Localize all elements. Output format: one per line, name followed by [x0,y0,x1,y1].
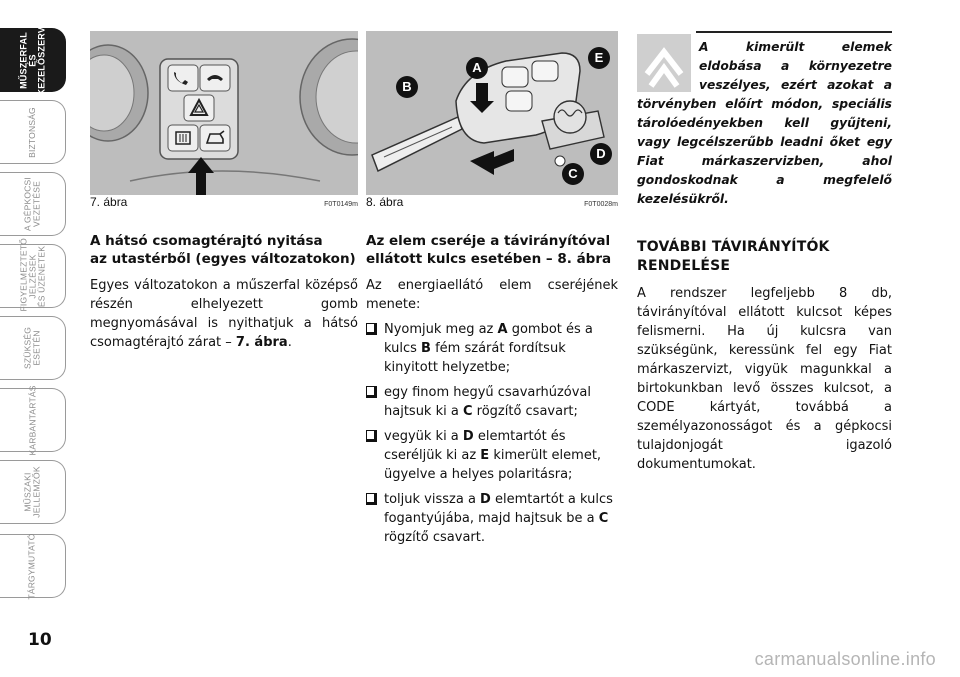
heading-line: RENDELÉSE [637,258,731,274]
figure-7-dashboard-buttons [90,31,358,195]
tailgate-icon [204,129,226,147]
figure-8-key-battery [366,31,618,195]
tab-label: MŰSZAKI JELLEMZŐK [22,466,42,518]
body-paragraph: A rendszer legfeljebb 8 db, távirányítóval ellátott kulcsot képes felismerni. Ha új kulcsra van szükségünk, keressünk fel egy Fiat márkaszervizt, vigyük magunkkal a birtokunkban levő összes kulcsot, a CODE kártyát, továbbá a személyazonosságot és a gépkocsi tulajdonjogát igazoló dokumentumokat. [637,286,892,472]
telephone-hangup-icon [204,69,226,87]
section-heading [637,238,892,276]
figure-caption-label: 7. ábra [90,195,128,209]
tab-label: SZÜKSÉG ESETÉN [22,326,42,370]
tab-label: FIGYELMEZTETŐ JELZÉSEK ÉS ÜZENETEK [18,237,46,311]
callout-d: D [590,143,612,165]
column-battery-replacement [366,232,618,547]
checkbox-bullet-icon [366,430,377,442]
heading-line: TOVÁBBI TÁVIRÁNYÍTÓK [637,239,830,255]
tab-biztonsag[interactable] [0,100,66,164]
section-heading [366,232,618,268]
tab-muszaki-jellemzok[interactable] [0,460,66,524]
step-item: egy finom hegyű csavarhúzóval hajtsuk ki a C rögzítő csavart; [366,383,618,421]
hazard-triangle-icon [189,98,209,118]
callout-c: C [562,163,584,185]
step-item: toljuk vissza a D elemtartót a kulcs fogantyújába, majd hajtsuk be a C rögzítő csavart. [366,490,618,547]
heading-line: Az elem cseréje a távirányítóval [366,233,611,249]
figure-code: F0T0149m [324,201,358,208]
column-additional-remotes [637,238,892,474]
checkbox-bullet-icon [366,386,377,398]
figure-caption-label: 8. ábra [366,195,404,209]
watermark: carmanualsonline.info [754,649,936,669]
tab-karbantartas[interactable] [0,384,66,455]
tab-label: TÁRGYMUTATÓ [27,532,38,600]
checkbox-bullet-icon [366,493,377,505]
tab-gepkocsi-vezetese[interactable] [0,172,66,236]
tab-label: MŰSZERFAL ÉS KEZELŐSZERVEK [18,13,46,95]
heading-line: ellátott kulcs esetében – 8. ábra [366,251,612,267]
callout-e: E [588,47,610,69]
tab-label: BIZTONSÁG [27,106,37,158]
warning-text [637,38,892,209]
step-item: Nyomjuk meg az A gombot és a kulcs B fém szárát fordítsuk kinyitott helyzetbe; [366,320,618,377]
heading-line: az utastérből (egyes változatokon) [90,251,356,267]
tab-figyelmezteto-jelzesek[interactable] [0,237,66,311]
checkbox-bullet-icon [366,323,377,335]
heading-line: A hátsó csomagtérajtó nyitása [90,233,323,249]
telephone-icon [172,69,194,87]
body-paragraph: Egyes változatokon a műszerfal középső részén elhelyezett gomb megnyomásával is nyithatjuk a hátsó csomagtérajtó zárat – 7. ábra. [90,278,358,350]
step-item: vegyük ki a D elemtartót és cseréljük ki az E kimerült elemet, ügyelve a helyes polaritásra; [366,427,618,484]
figure-reference: 7. ábra [235,335,288,350]
warning-rule [696,31,892,33]
figure-7-caption [90,195,358,209]
tab-label: KARBANTARTÁS [27,384,37,455]
intro-paragraph: Az energiaellátó elem cseréjének menete: [366,278,618,312]
warning-paragraph: A kimerült elemek eldobása a környezetre veszélyes, ezért azokat a törvényben előírt módon, speciális tárolóedényekben kell gyűjteni, vagy legcélszerűbb leadni őket egy Fiat márkaszervizben, ahol gondoskodnak a megfelelő kezelésükről. [637,40,892,206]
tab-targymutato[interactable] [0,534,66,598]
tab-szukseg-eseten[interactable] [0,316,66,380]
pointer-arrow-icon [188,157,214,195]
figure-code: F0T0028m [584,201,618,208]
tab-muszerfal[interactable] [0,13,66,95]
section-heading [90,232,358,268]
column-trunk-opening [90,232,358,352]
callout-b: B [396,76,418,98]
rear-defrost-icon [173,129,193,147]
tab-label: A GÉPKOCSI VEZETÉSE [22,177,42,231]
page-number: 10 [28,630,52,650]
figure-8-caption [366,195,618,209]
callout-a: A [466,57,488,79]
dashboard-illustration [90,31,358,195]
